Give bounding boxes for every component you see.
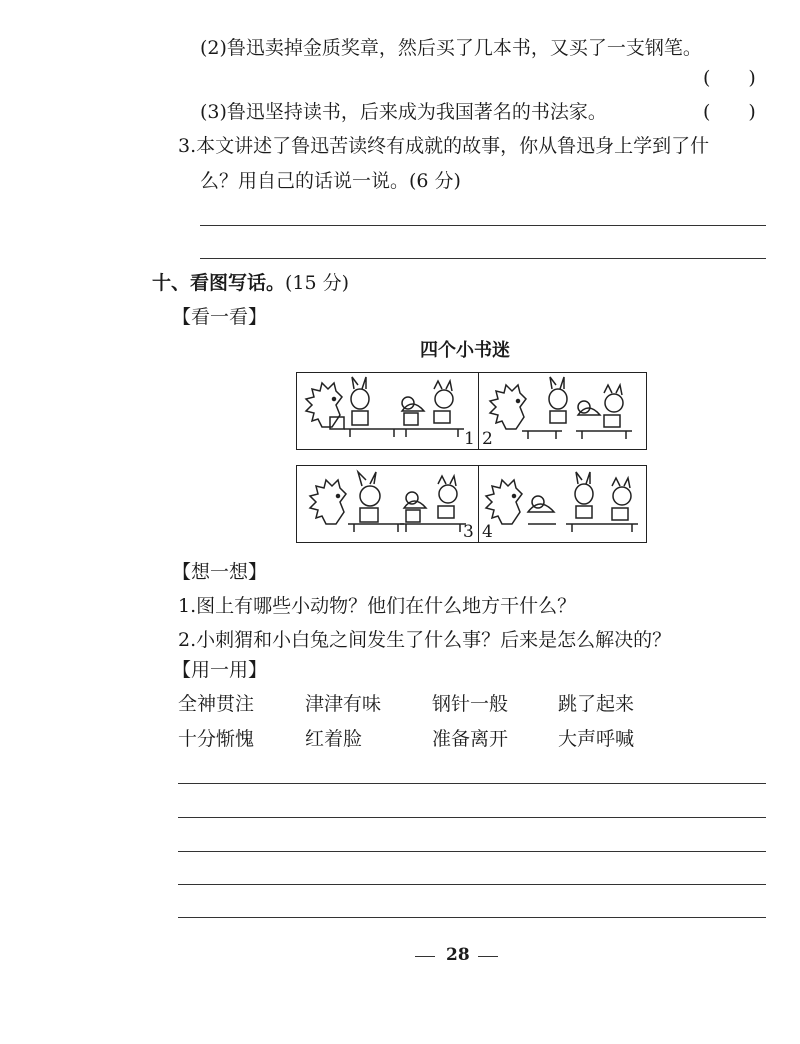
- panel-number-1: 1: [464, 429, 475, 449]
- picture-title: 四个小书迷: [420, 340, 510, 361]
- use-label: 【用一用】: [172, 659, 268, 681]
- panel-number-2: 2: [482, 429, 493, 449]
- vocab-word: 十分惭愧: [178, 728, 255, 750]
- section-10-heading: [152, 271, 349, 295]
- think-question-1: 1.图上有哪些小动物？他们在什么地方干什么？: [178, 595, 577, 617]
- vocab-word: 钢针一般: [432, 693, 509, 715]
- writing-line[interactable]: [178, 817, 766, 818]
- page-number-dash-right: [478, 956, 498, 957]
- page-number: 28: [446, 945, 470, 965]
- panel-divider: [478, 465, 479, 543]
- writing-line[interactable]: [178, 783, 766, 784]
- panel-number-3: 3: [463, 522, 474, 542]
- page-number-dash-left: [415, 956, 435, 957]
- answer-bracket-item-3[interactable]: ( ): [703, 101, 756, 123]
- vocab-word: 红着脸: [305, 728, 363, 750]
- answer-bracket-item-2[interactable]: ( ): [703, 67, 756, 89]
- section-10-title: 十、看图写话。: [152, 272, 286, 294]
- answer-line[interactable]: [200, 225, 766, 226]
- vocab-word: 全神贯注: [178, 693, 255, 715]
- panel-divider: [478, 372, 479, 450]
- vocab-word: 跳了起来: [558, 693, 635, 715]
- writing-line[interactable]: [178, 917, 766, 918]
- panel-2-illustration: [482, 375, 644, 445]
- panel-1-illustration: [300, 375, 474, 445]
- question-3-line-1: 3.本文讲述了鲁迅苦读终有成就的故事，你从鲁迅身上学到了什: [178, 135, 710, 157]
- think-label: 【想一想】: [172, 561, 268, 583]
- section-10-score: (15 分): [285, 272, 350, 294]
- answer-line[interactable]: [200, 258, 766, 259]
- question-2-item-3: (3)鲁迅坚持读书，后来成为我国著名的书法家。: [200, 101, 607, 123]
- think-question-2: 2.小刺猬和小白兔之间发生了什么事？后来是怎么解决的？: [178, 629, 672, 651]
- panel-3-illustration: [300, 468, 474, 538]
- question-3-line-2: 么？用自己的话说一说。(6 分): [200, 170, 461, 192]
- writing-line[interactable]: [178, 851, 766, 852]
- question-2-item-2: (2)鲁迅卖掉金质奖章，然后买了几本书，又买了一支钢笔。: [200, 37, 702, 59]
- panel-4-illustration: [482, 468, 644, 538]
- vocab-word: 准备离开: [432, 728, 509, 750]
- vocab-word: 大声呼喊: [558, 728, 635, 750]
- panel-number-4: 4: [482, 522, 493, 542]
- writing-line[interactable]: [178, 884, 766, 885]
- look-label: 【看一看】: [172, 306, 268, 328]
- vocab-word: 津津有味: [305, 693, 382, 715]
